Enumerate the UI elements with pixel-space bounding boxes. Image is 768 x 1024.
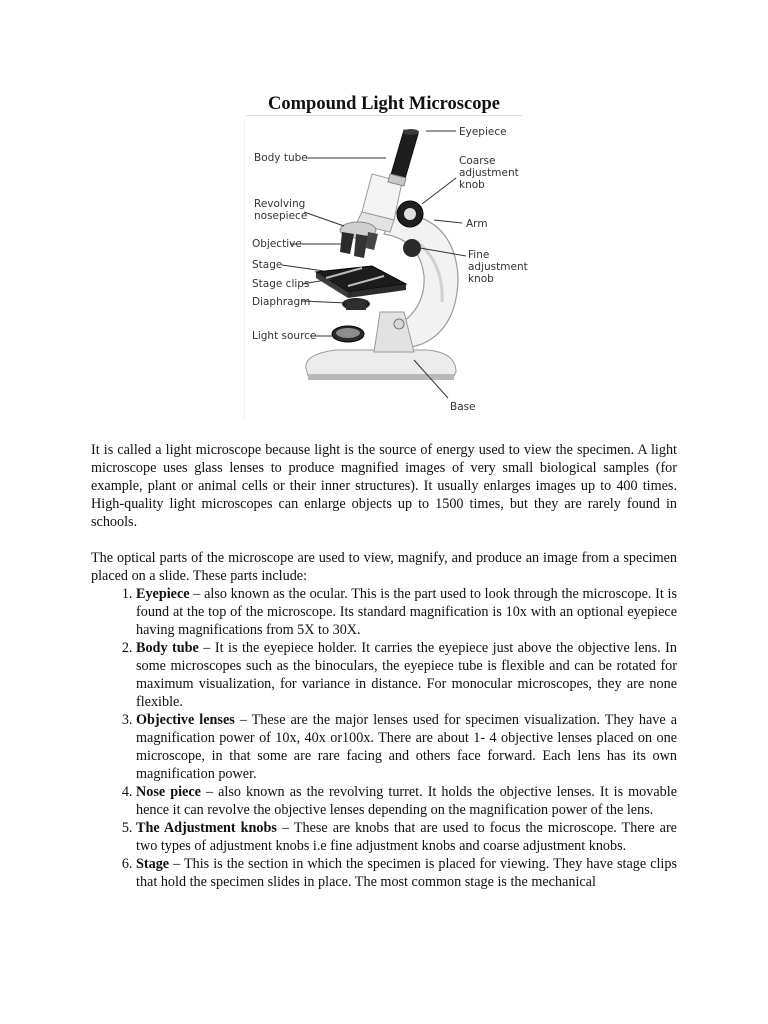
list-item [136,855,677,891]
label-eyepiece: Eyepiece [459,126,507,138]
microscope-diagram [244,116,530,420]
parts-intro-paragraph: The optical parts of the microscope are used to view, magnify, and produce an image from a specimen placed on a slide. These parts include: [91,550,677,584]
label-stage-clips: Stage clips [252,278,310,290]
list-item-term: Body tube [136,640,199,656]
label-body-tube: Body tube [254,152,308,164]
list-item-desc: – also known as the ocular. This is the part used to look through the microscope. It is found at the top of the microscope. Its standard magnification is 10x with an optional eyepiece having magnifications from 5X to 30X. [136,586,677,638]
label-light-source: Light source [252,330,317,342]
list-item-term: The Adjustment knobs [136,820,277,836]
label-fine-2: adjustment [468,261,528,273]
label-stage: Stage [252,259,283,271]
list-item-desc: – This is the section in which the specimen is placed for viewing. They have stage clips that hold the specimen slides in place. The most common stage is the mechanical [136,856,677,890]
list-item [136,711,677,783]
list-item-term: Nose piece [136,784,201,800]
intro-paragraph: It is called a light microscope because light is the source of energy used to view the specimen. A light microscope uses glass lenses to produce magnified images of very small biological samples (for example, plant or animal cells or their inner structures). It usually enlarges images up to 400 times. High-quality light microscopes can enlarge objects up to 1500 times, but they are rarely found in schools. [91,442,677,530]
label-diaphragm: Diaphragm [252,296,311,308]
label-revolving-2: nosepiece [254,210,308,222]
list-item [136,783,677,819]
list-item-term: Objective lenses [136,712,235,728]
parts-list [91,585,677,891]
list-item [136,819,677,855]
list-item-desc: – These are the major lenses used for specimen visualization. They have a magnification power of 10x, 40x or100x. There are about 1- 4 objective lenses placed on one microscope, in that some are rare facing and others face forward. Each lens has its own magnification power. [136,712,677,782]
list-item-term: Stage [136,856,170,872]
label-arm: Arm [466,218,488,230]
microscope-figure [244,116,530,420]
list-item-term: Eyepiece [136,586,190,602]
label-objective: Objective [252,238,302,250]
label-coarse-3: knob [459,179,485,191]
label-base: Base [450,401,476,413]
list-item-desc: – These are knobs that are used to focus the microscope. There are two types of adjustment knobs i.e fine adjustment knobs and coarse adjustment knobs. [136,820,677,854]
list-item [136,585,677,639]
page-title: Compound Light Microscope [268,94,500,114]
label-coarse-1: Coarse [459,155,496,167]
label-fine-1: Fine [468,249,490,261]
list-item-desc: – also known as the revolving turret. It holds the objective lenses. It is movable hence it can revolve the objective lenses depending on the magnification power of the lens. [136,784,677,818]
label-fine-3: knob [468,273,494,285]
list-item-desc: – It is the eyepiece holder. It carries the eyepiece just above the objective lens. In some microscopes such as the binoculars, the eyepiece tube is flexible and can be rotated for maximum visualization, for variance in distance. For monocular microscopes, they are none flexible. [136,640,677,710]
list-item [136,639,677,711]
label-revolving-1: Revolving [254,198,306,210]
label-coarse-2: adjustment [459,167,519,179]
body-text [91,441,677,891]
